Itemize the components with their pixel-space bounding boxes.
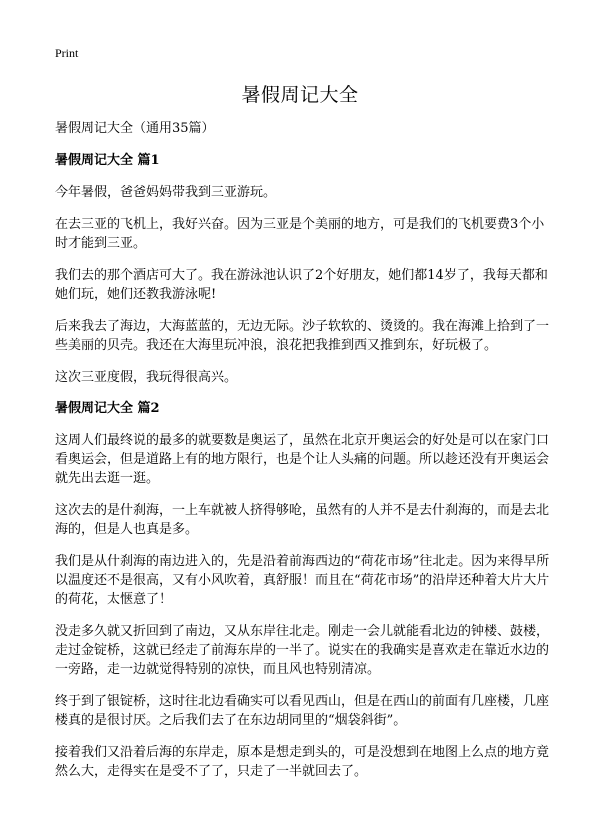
paragraph: 终于到了银锭桥，这时往北边看确实可以看见西山，但是在西山的前面有几座楼，几座楼真的是很讨厌。之后我们去了在东边胡同里的“烟袋斜街”。 [55,694,550,728]
section-heading: 暑假周记大全 篇1 [55,153,160,168]
paragraph: 我们去的那个酒店可大了。我在游泳池认识了2个好朋友，她们都14岁了，我每天都和她们玩，她们还教我游泳呢! [55,268,548,302]
section-2 [55,400,550,781]
paragraph: 接着我们又沿着后海的东岸走，原本是想走到头的，可是没想到在地图上么点的地方竟然么大，走得实在是受不了了，只走了一半就回去了。 [55,745,550,779]
paragraph: 没走多久就又折回到了南边，又从东岸往北走。刚走一会儿就能看北边的钟楼、鼓楼，走过金锭桥，这就已经走了前海东岸的一半了。说实在的我确实是喜欢走在靠近水边的一旁路，走一边就觉得特别的凉快，而且风也特别清凉。 [55,624,550,677]
section-1 [55,152,550,387]
paragraph: 这周人们最终说的最多的就要数是奥运了，虽然在北京开奥运会的好处是可以在家门口看奥运会，但是道路上有的地方限行，也是个让人头痛的问题。所以趁还没有开奥运会就先出去逛一逛。 [55,433,550,486]
article-subtitle: 暑假周记大全（通用35篇） [55,121,215,136]
paragraph: 我们是从什刹海的南边进入的，先是沿着前海西边的“荷花市场”往北走。因为来得早所以温度还不是很高，又有小风吹着，真舒服！而且在“荷花市场”的沿岸还种着大片大片的荷花，太惬意了！ [55,554,550,607]
page-title: 暑假周记大全 [241,84,359,106]
paragraph: 这次三亚度假，我玩得很高兴。 [55,370,238,385]
paragraph: 今年暑假，爸爸妈妈带我到三亚游玩。 [55,185,277,200]
print-link[interactable]: Print [55,46,79,60]
paragraph: 后来我去了海边，大海蓝蓝的，无边无际。沙子软软的、烫烫的。我在海滩上拾到了一些美丽的贝壳。我还在大海里玩冲浪，浪花把我推到西又推到东，好玩极了。 [55,319,550,353]
paragraph: 这次去的是什刹海，一上车就被人挤得够呛，虽然有的人并不是去什刹海的，而是去北海的，但是人也真是多。 [55,503,550,537]
article-body [55,120,550,794]
paragraph: 在去三亚的飞机上，我好兴奋。因为三亚是个美丽的地方，可是我们的飞机要费3个小时才能到三亚。 [55,217,545,251]
section-heading: 暑假周记大全 篇2 [55,401,160,416]
